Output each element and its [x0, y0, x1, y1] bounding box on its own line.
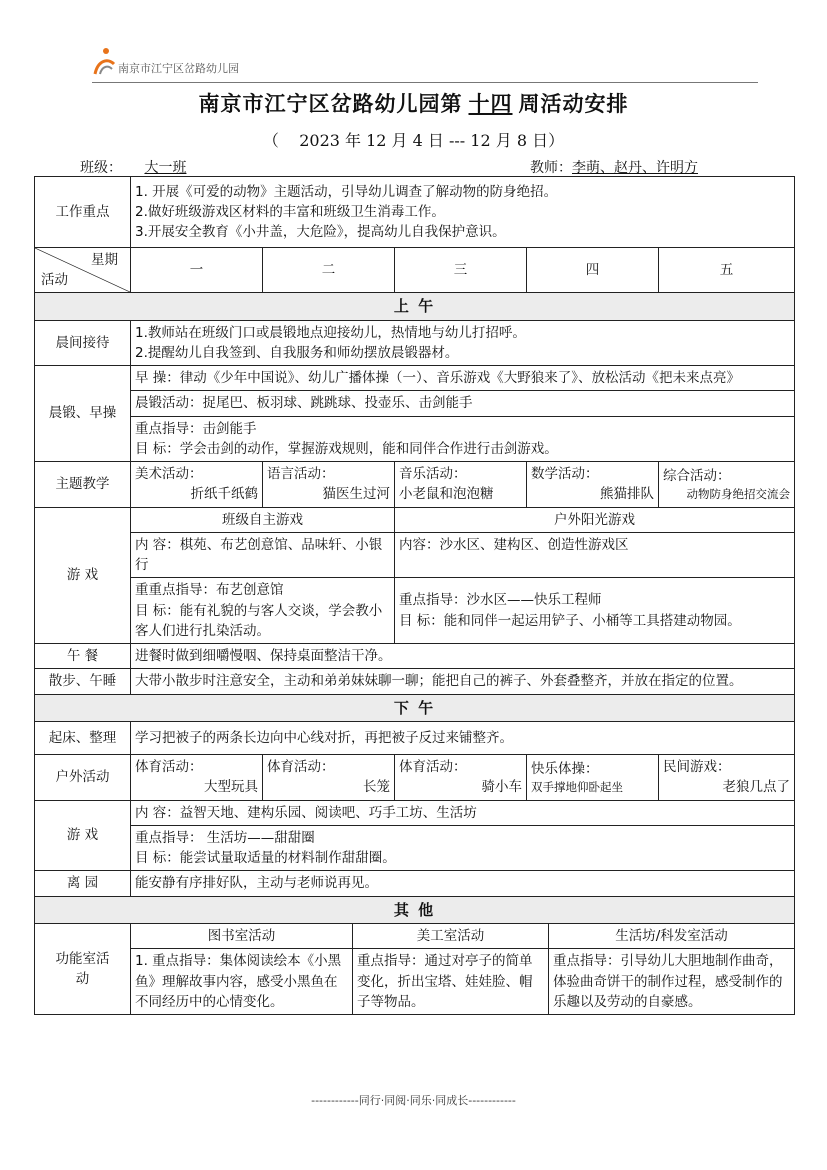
class-games-title: 班级自主游戏	[131, 507, 395, 532]
outdoor-type: 体育活动：	[135, 759, 203, 775]
nap-label: 散步、午睡	[35, 669, 131, 694]
work-item: 1. 开展《可爱的动物》主题活动，引导幼儿调查了解动物的防身绝招。	[135, 183, 558, 200]
title-prefix: 南京市江宁区岔路幼儿园第	[198, 92, 463, 116]
outdoor-name: 长笼	[363, 779, 390, 796]
games-am-focus-row	[35, 578, 795, 644]
title-suffix: 周活动安排	[518, 92, 629, 116]
outdoor-cell	[263, 755, 395, 801]
function-room-title-row	[35, 924, 795, 949]
morning-bar	[35, 293, 795, 321]
outdoor-games-focus-text: 重点指导：沙水区——快乐工程师	[399, 592, 602, 609]
games-am-label: 游 戏	[35, 507, 131, 644]
page-header	[92, 46, 758, 86]
games-pm-focus-text: 重点指导： 生活坊——甜甜圈	[135, 829, 315, 846]
page-title	[0, 88, 827, 118]
teacher-info	[530, 157, 718, 177]
exercise-focus	[131, 416, 795, 462]
outdoor-type: 体育活动：	[267, 759, 335, 775]
leave-content: 能安静有序排好队，主动与老师说再见。	[131, 871, 795, 896]
exercise-focus-text: 重点指导：击剑能手	[135, 420, 257, 437]
work-item: 3.开展安全教育《小井盖，大危险》，提高幼儿自我保护意识。	[135, 224, 506, 241]
greeting-content	[131, 320, 795, 366]
lunch-row	[35, 644, 795, 669]
exercise-goal-text: 目 标：学会击剑的动作，掌握游戏规则，能和同伴合作进行击剑游戏。	[135, 440, 558, 457]
day-monday: 一	[131, 248, 263, 293]
teaching-type: 语言活动：	[267, 466, 335, 482]
lunch-content: 进餐时做到细嚼慢咽、保持桌面整洁干净。	[131, 644, 795, 669]
outdoor-cell	[395, 755, 527, 801]
teaching-name: 熊猫排队	[600, 486, 654, 503]
exercise-activity-row	[35, 391, 795, 416]
outdoor-type: 民间游戏：	[663, 759, 731, 775]
life-room-title: 生活坊/科发室活动	[549, 924, 795, 949]
teaching-name: 猫医生过河	[322, 486, 390, 503]
work-item: 2.做好班级游戏区材料的丰富和班级卫生消毒工作。	[135, 203, 445, 220]
outdoor-cell	[527, 755, 659, 801]
teaching-cell	[527, 462, 659, 508]
morning-exercise: 早 操：律动《少年中国说》、幼儿广播体操（一）、音乐游戏《大野狼来了》、放松活动《把未来点亮》	[131, 366, 795, 391]
teaching-type: 音乐活动：	[399, 466, 467, 482]
work-focus-label: 工作重点	[35, 177, 131, 248]
exercise-focus-row	[35, 416, 795, 462]
games-pm-label: 游 戏	[35, 800, 131, 871]
outdoor-name: 老狼几点了	[722, 779, 791, 796]
games-pm-content: 内 容：益智天地、建构乐园、阅读吧、巧手工坊、生活坊	[131, 800, 795, 825]
morning-bar-label: 上 午	[35, 293, 795, 321]
date-range: （ 2023 年 12 月 4 日 --- 12 月 8 日）	[262, 131, 565, 150]
school-logo-icon	[92, 46, 118, 78]
games-pm-focus-row	[35, 825, 795, 871]
teacher-value: 李萌、赵丹、许明方	[572, 160, 698, 176]
teaching-label: 主题教学	[35, 462, 131, 508]
games-pm-row	[35, 800, 795, 825]
teaching-cell	[263, 462, 395, 508]
games-pm-focus	[131, 825, 795, 871]
page-footer: ------------同行·同阅·同乐·同成长------------	[311, 1094, 516, 1107]
header-divider	[92, 82, 758, 83]
function-room-label: 功能室活动	[35, 924, 131, 1015]
teaching-cell	[131, 462, 263, 508]
teaching-cell	[659, 462, 795, 508]
class-games-goal-text: 目 标：能有礼貌的与客人交谈，学会教小客人们进行扎染活动。	[135, 602, 383, 639]
outdoor-games-focus	[395, 578, 795, 644]
schedule-table	[34, 176, 795, 1015]
weekday-corner-label: 星期	[91, 252, 118, 268]
teaching-type: 综合活动：	[663, 467, 731, 484]
day-wednesday: 三	[395, 248, 527, 293]
outdoor-row	[35, 755, 795, 801]
outdoor-games-title: 户外阳光游戏	[395, 507, 795, 532]
greeting-item: 2.提醒幼儿自我签到、自我服务和师幼摆放晨锻器材。	[135, 344, 459, 361]
class-games-focus	[131, 578, 395, 644]
art-room-title: 美工室活动	[353, 924, 549, 949]
day-thursday: 四	[527, 248, 659, 293]
teaching-name: 小老鼠和泡泡糖	[399, 486, 494, 503]
wake-row	[35, 722, 795, 755]
library-content: 1. 重点指导：集体阅读绘本《小黑鱼》理解故事内容，感受小黑鱼在不同经历中的心情变化。	[131, 949, 353, 1015]
nap-row	[35, 669, 795, 694]
afternoon-bar-label: 下 午	[35, 694, 795, 722]
work-focus-row	[35, 177, 795, 248]
outdoor-label: 户外活动	[35, 755, 131, 801]
day-tuesday: 二	[263, 248, 395, 293]
outdoor-cell	[131, 755, 263, 801]
teaching-cell	[395, 462, 527, 508]
exercise-row	[35, 366, 795, 391]
teaching-type: 数学活动：	[531, 466, 599, 482]
class-games-focus-text: 重重点指导：布艺创意馆	[135, 582, 284, 599]
leave-row	[35, 871, 795, 896]
greeting-item: 1.教师站在班级门口或晨锻地点迎接幼儿，热情地与幼儿打招呼。	[135, 324, 526, 341]
outdoor-name: 大型玩具	[204, 779, 258, 796]
outdoor-games-goal-text: 目 标：能和同伴一起运用铲子、小桶等工具搭建动物园。	[399, 612, 741, 629]
morning-activity: 晨锻活动：捉尾巴、板羽球、跳跳球、投壶乐、击剑能手	[131, 391, 795, 416]
teaching-name: 动物防身绝招交流会	[686, 486, 791, 501]
diagonal-header-cell	[35, 248, 131, 293]
function-room-content-row	[35, 949, 795, 1015]
games-am-content-row	[35, 532, 795, 578]
art-room-content: 重点指导：通过对亭子的简单变化，折出宝塔、娃娃脸、帽子等物品。	[353, 949, 549, 1015]
afternoon-bar	[35, 694, 795, 722]
outdoor-name: 骑小车	[481, 779, 522, 796]
wake-content: 学习把被子的两条长边向中心线对折，再把被子反过来铺整齐。	[131, 722, 795, 755]
lunch-label: 午 餐	[35, 644, 131, 669]
leave-label: 离 园	[35, 871, 131, 896]
exercise-label: 晨锻、早操	[35, 366, 131, 462]
wake-label: 起床、整理	[35, 722, 131, 755]
greeting-row	[35, 320, 795, 366]
other-bar	[35, 896, 795, 924]
outdoor-games-content: 内容：沙水区、建构区、创造性游戏区	[395, 532, 795, 578]
outdoor-type: 快乐体操：	[531, 760, 599, 777]
header-school-name: 南京市江宁区岔路幼儿园	[118, 62, 239, 75]
weekday-header-row	[35, 248, 795, 293]
teaching-name: 折纸千纸鹤	[190, 486, 258, 503]
activity-corner-label: 活动	[41, 271, 68, 288]
class-games-content: 内 容：棋苑、布艺创意馆、品味轩、小银行	[131, 532, 395, 578]
nap-content: 大带小散步时注意安全，主动和弟弟妹妹聊一聊；能把自己的裤子、外套叠整齐，并放在指定的位置。	[131, 669, 795, 694]
class-label: 班级：	[80, 160, 122, 176]
games-am-title-row	[35, 507, 795, 532]
life-room-content: 重点指导：引导幼儿大胆地制作曲奇，体验曲奇饼干的制作过程，感受制作的乐趣以及劳动的自豪感。	[549, 949, 795, 1015]
teacher-label: 教师：	[530, 160, 572, 176]
library-title: 图书室活动	[131, 924, 353, 949]
class-info	[80, 157, 212, 177]
games-pm-goal-text: 目 标：能尝试量取适量的材料制作甜甜圈。	[135, 850, 396, 866]
teaching-type: 美术活动：	[135, 466, 203, 482]
outdoor-type: 体育活动：	[399, 759, 467, 775]
outdoor-name: 双手撑地仰卧起坐	[531, 779, 623, 794]
other-bar-label: 其 他	[35, 896, 795, 924]
teaching-row	[35, 462, 795, 508]
day-friday: 五	[659, 248, 795, 293]
week-number: 十四	[468, 92, 513, 116]
outdoor-cell	[659, 755, 795, 801]
work-focus-content	[131, 177, 795, 248]
class-value: 大一班	[144, 160, 187, 176]
greeting-label: 晨间接待	[35, 320, 131, 366]
